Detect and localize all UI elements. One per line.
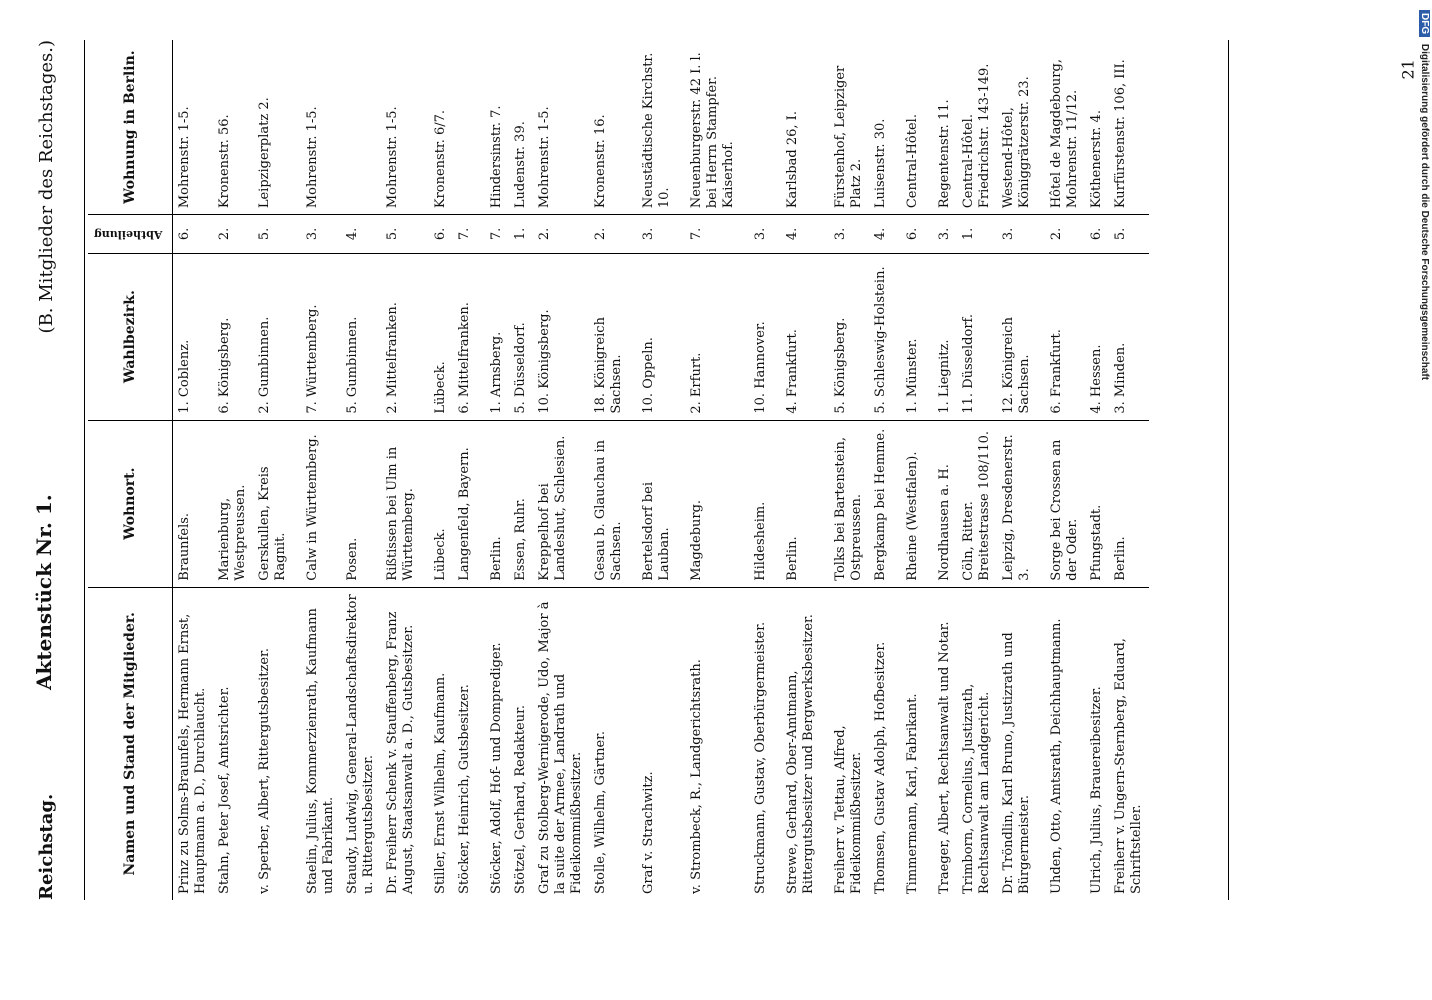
col-header-wahlbezirk: Wahlbezirk. xyxy=(88,253,173,420)
member-abteilung: 3. xyxy=(293,215,341,254)
table-row xyxy=(341,40,381,900)
table-row xyxy=(1109,40,1149,900)
member-wohnort: Berlin. xyxy=(1109,420,1149,587)
table-row xyxy=(589,40,629,900)
member-name: Staudy, Ludwig, General-Landschaftsdirektor u. Rittergutsbesitzer. xyxy=(345,594,377,894)
table-row xyxy=(893,40,925,900)
table-row xyxy=(773,40,821,900)
member-name: Stiller, Ernst Wilhelm, Kaufmann. xyxy=(433,672,449,894)
table-row xyxy=(381,40,421,900)
member-name: Stötzel, Gerhard, Redakteur. xyxy=(513,704,529,894)
member-wahlbezirk: 5. Düsseldorf. xyxy=(509,253,533,420)
member-berlin-address: Central-Hôtel. xyxy=(893,40,925,215)
member-wahlbezirk: 6. Königsberg. xyxy=(213,253,253,420)
member-wohnort: Gesau b. Glauchau in Sachsen. xyxy=(589,420,629,587)
member-wahlbezirk: 5. Königsberg. xyxy=(821,253,869,420)
table-row xyxy=(925,40,957,900)
member-berlin-address: Neustädtische Kirchstr. 10. xyxy=(629,40,677,215)
header-left: Reichstag. xyxy=(36,793,57,900)
member-abteilung: 2. xyxy=(589,215,629,254)
member-name: Graf v. Strachwitz. xyxy=(641,771,657,894)
member-abteilung: 3. xyxy=(821,215,869,254)
member-abteilung: 1. xyxy=(957,215,997,254)
member-berlin-address: Leipzigerplatz 2. xyxy=(253,40,293,215)
member-wohnort: Braunfels. xyxy=(173,420,214,587)
member-berlin-address: Kronenstr. 6/7. xyxy=(421,40,453,215)
table-row xyxy=(677,40,741,900)
member-wahlbezirk: 4. Frankfurt. xyxy=(773,253,821,420)
member-name: Uhden, Otto, Amtsrath, Deichhauptmann. xyxy=(1049,618,1065,894)
member-name: Thomsen, Gustav Adolph, Hofbesitzer. xyxy=(873,641,889,894)
member-name: Ulrich, Julius, Brauereibesitzer. xyxy=(1089,686,1105,894)
member-berlin-address: Karlsbad 26, I. xyxy=(773,40,821,215)
member-wohnort: Nordhausen a. H. xyxy=(925,420,957,587)
col-header-abteilung xyxy=(88,215,173,254)
member-wahlbezirk: 1. Liegnitz. xyxy=(925,253,957,420)
member-wohnort: Lübeck. xyxy=(421,420,453,587)
col-header-wohnort: Wohnort. xyxy=(88,420,173,587)
table-body xyxy=(173,40,1150,900)
member-abteilung: 3. xyxy=(629,215,677,254)
member-name: Dr. Freiherr Schenk v. Stauffenberg, Franz August, Staatsanwalt a. D., Gutsbesitzer. xyxy=(385,611,417,894)
member-berlin-address: Fürstenhof, Leipziger Platz 2. xyxy=(821,40,869,215)
member-wahlbezirk: 6. Frankfurt. xyxy=(1037,253,1085,420)
table-row xyxy=(173,40,214,900)
table-row xyxy=(293,40,341,900)
member-abteilung: 4. xyxy=(869,215,893,254)
table-row xyxy=(453,40,477,900)
member-name: Stöcker, Heinrich, Gutsbesitzer. xyxy=(457,684,473,894)
member-name: Struckmann, Gustav, Oberbürgermeister. xyxy=(753,621,769,894)
member-berlin-address xyxy=(453,40,477,215)
member-berlin-address: Köthenerstr. 4. xyxy=(1085,40,1109,215)
header-right: (B. Mitglieder des Reichstages.) xyxy=(36,40,57,334)
footer-rule xyxy=(1228,40,1229,900)
member-abteilung: 7. xyxy=(677,215,741,254)
member-name: Prinz zu Solms-Braunfels, Hermann Ernst, Hauptmann a. D., Durchlaucht. xyxy=(177,613,209,894)
members-table xyxy=(88,40,1149,900)
member-wohnort: Cöln, Ritter. Breitestrasse 108/110. xyxy=(957,420,997,587)
col-header-name: Namen und Stand der Mitglieder. xyxy=(88,587,173,900)
table-row xyxy=(997,40,1037,900)
member-name: Trimborn, Cornelius, Justizrath, Rechtsanwalt am Landgericht. xyxy=(961,683,993,894)
member-wahlbezirk: 1. Arnsberg. xyxy=(477,253,509,420)
member-wohnort: Langenfeld, Bayern. xyxy=(453,420,477,587)
member-wahlbezirk: 5. Schleswig-Holstein. xyxy=(869,253,893,420)
member-wohnort: Bertelsdorf bei Lauban. xyxy=(629,420,677,587)
member-berlin-address xyxy=(741,40,773,215)
table-row xyxy=(421,40,453,900)
member-name: Graf zu Stolberg-Wernigerode, Udo, Major à la suite der Armee, Landrath und Fideikommißbesitzer. xyxy=(537,601,585,894)
member-abteilung: 2. xyxy=(533,215,589,254)
member-abteilung: 3. xyxy=(997,215,1037,254)
member-wohnort: Berlin. xyxy=(477,420,509,587)
member-wohnort: Leipzig, Dresdenerstr. 3. xyxy=(997,420,1037,587)
member-berlin-address: Mohrenstr. 1-5. xyxy=(173,40,214,215)
member-wohnort: Pfungstadt. xyxy=(1085,420,1109,587)
member-abteilung: 2. xyxy=(213,215,253,254)
member-wahlbezirk: 4. Hessen. xyxy=(1085,253,1109,420)
member-abteilung: 4. xyxy=(773,215,821,254)
member-berlin-address: Kurfürstenstr. 106, III. xyxy=(1109,40,1149,215)
member-wahlbezirk: 2. Mittelfranken. xyxy=(381,253,421,420)
member-wohnort: Berlin. xyxy=(773,420,821,587)
page-header xyxy=(30,40,70,900)
member-berlin-address: Mohrenstr. 1-5. xyxy=(533,40,589,215)
member-name: Freiherr v. Ungern-Sternberg, Eduard, Schriftsteller. xyxy=(1113,638,1145,894)
member-abteilung: 5. xyxy=(1109,215,1149,254)
member-wahlbezirk: 12. Königreich Sachsen. xyxy=(997,253,1037,420)
member-wahlbezirk: 7. Württemberg. xyxy=(293,253,341,420)
member-name: Dr. Tröndlin, Karl Bruno, Justizrath und Bürgermeister. xyxy=(1001,632,1033,894)
member-berlin-address: Luisenstr. 30. xyxy=(869,40,893,215)
member-wahlbezirk: 11. Düsseldorf. xyxy=(957,253,997,420)
table-row xyxy=(533,40,589,900)
member-abteilung: 6. xyxy=(173,215,214,254)
member-wohnort: Gerskullen, Kreis Ragnit. xyxy=(253,420,293,587)
member-name: Strewe, Gerhard, Ober-Amtmann, Rittergutsbesitzer und Bergwerksbesitzer. xyxy=(785,614,817,894)
dfg-badge: DFG xyxy=(1419,10,1430,37)
member-wohnort: Sorge bei Crossen an der Oder. xyxy=(1037,420,1085,587)
member-wohnort: Rheine (Westfalen). xyxy=(893,420,925,587)
member-wahlbezirk: 18. Königreich Sachsen. xyxy=(589,253,629,420)
member-wohnort: Rißtissen bei Ulm in Württemberg. xyxy=(381,420,421,587)
member-wahlbezirk: Lübeck. xyxy=(421,253,453,420)
member-abteilung: 5. xyxy=(381,215,421,254)
col-header-berlin: Wohnung in Berlin. xyxy=(88,40,173,215)
side-note-text: Digitalisierung gefördert durch die Deutsche Forschungsgemeinschaft xyxy=(1419,43,1430,381)
table-row xyxy=(821,40,869,900)
member-wahlbezirk: 2. Gumbinnen. xyxy=(253,253,293,420)
table-row xyxy=(629,40,677,900)
member-abteilung: 4. xyxy=(341,215,381,254)
member-wohnort: Magdeburg. xyxy=(677,420,741,587)
table-row xyxy=(509,40,533,900)
member-name: Freiherr v. Tettau, Alfred, Fideikommißbesitzer. xyxy=(833,725,865,894)
member-wahlbezirk: 6. Mittelfranken. xyxy=(453,253,477,420)
table-row xyxy=(741,40,773,900)
member-berlin-address: Neuenburgerstr. 42 I. l. bei Herrn Stampfer. Kaiserhof. xyxy=(677,40,741,215)
member-wahlbezirk: 1. Münster. xyxy=(893,253,925,420)
table-row xyxy=(869,40,893,900)
member-berlin-address: Mohrenstr. 1-5. xyxy=(293,40,341,215)
member-wahlbezirk: 5. Gumbinnen. xyxy=(341,253,381,420)
member-wahlbezirk: 3. Minden. xyxy=(1109,253,1149,420)
member-abteilung: 6. xyxy=(1085,215,1109,254)
table-row xyxy=(1085,40,1109,900)
member-berlin-address: Westend-Hôtel, Königgrätzerstr. 23. xyxy=(997,40,1037,215)
member-berlin-address: Ludenstr. 39. xyxy=(509,40,533,215)
member-name: Stöcker, Adolf, Hof- und Domprediger. xyxy=(489,642,505,894)
member-wohnort: Hildesheim. xyxy=(741,420,773,587)
header-middle: Aktenstück Nr. 1. xyxy=(32,494,56,690)
member-berlin-address: Mohrenstr. 1-5. xyxy=(381,40,421,215)
member-abteilung: 5. xyxy=(253,215,293,254)
member-abteilung: 7. xyxy=(453,215,477,254)
member-abteilung: 6. xyxy=(893,215,925,254)
member-abteilung: 2. xyxy=(1037,215,1085,254)
member-wohnort: Kreppelhof bei Landeshut, Schlesien. xyxy=(533,420,589,587)
member-berlin-address: Hôtel de Magdebourg, Mohrenstr. 11/12. xyxy=(1037,40,1085,215)
member-abteilung: 3. xyxy=(741,215,773,254)
member-abteilung: 3. xyxy=(925,215,957,254)
member-name: Stahn, Peter Josef, Amtsrichter. xyxy=(217,686,233,894)
member-wohnort: Essen, Ruhr. xyxy=(509,420,533,587)
member-berlin-address: Central-Hôtel. Friedrichstr. 143-149. xyxy=(957,40,997,215)
table-row xyxy=(253,40,293,900)
member-berlin-address: Kronenstr. 56. xyxy=(213,40,253,215)
header-rule xyxy=(84,40,85,900)
member-berlin-address: Regentenstr. 11. xyxy=(925,40,957,215)
abteilung-label: Abtheilung xyxy=(94,227,163,241)
member-abteilung: 7. xyxy=(477,215,509,254)
member-wahlbezirk: 10. Königsberg. xyxy=(533,253,589,420)
member-wohnort: Posen. xyxy=(341,420,381,587)
member-name: v. Strombeck, R., Landgerichtsrath. xyxy=(689,659,705,894)
member-wahlbezirk: 2. Erfurt. xyxy=(677,253,741,420)
member-berlin-address: Kronenstr. 16. xyxy=(589,40,629,215)
member-wohnort: Bergkamp bei Hemme. xyxy=(869,420,893,587)
member-berlin-address: Hindersinstr. 7. xyxy=(477,40,509,215)
table-row xyxy=(957,40,997,900)
member-name: Staelin, Julius, Kommerzienrath, Kaufmann und Fabrikant. xyxy=(305,608,337,894)
member-wohnort: Tolks bei Bartenstein, Ostpreussen. xyxy=(821,420,869,587)
member-wahlbezirk: 10. Hannover. xyxy=(741,253,773,420)
member-name: v. Sperber, Albert, Rittergutsbesitzer. xyxy=(257,648,273,894)
member-name: Stolle, Wilhelm, Gärtner. xyxy=(593,730,609,894)
member-wahlbezirk: 1. Coblenz. xyxy=(173,253,214,420)
member-name: Timmermann, Karl, Fabrikant. xyxy=(905,693,921,894)
side-note xyxy=(1410,10,1430,990)
table-row xyxy=(213,40,253,900)
table-row xyxy=(477,40,509,900)
page-number: 21 xyxy=(1398,59,1418,80)
table-row xyxy=(1037,40,1085,900)
member-name: Traeger, Albert, Rechtsanwalt und Notar. xyxy=(937,621,953,894)
member-abteilung: 6. xyxy=(421,215,453,254)
member-wahlbezirk: 10. Oppeln. xyxy=(629,253,677,420)
member-berlin-address xyxy=(341,40,381,215)
member-abteilung: 1. xyxy=(509,215,533,254)
member-wohnort: Marienburg, Westpreussen. xyxy=(213,420,253,587)
member-wohnort: Calw in Württemberg. xyxy=(293,420,341,587)
table-header-row xyxy=(88,40,173,900)
